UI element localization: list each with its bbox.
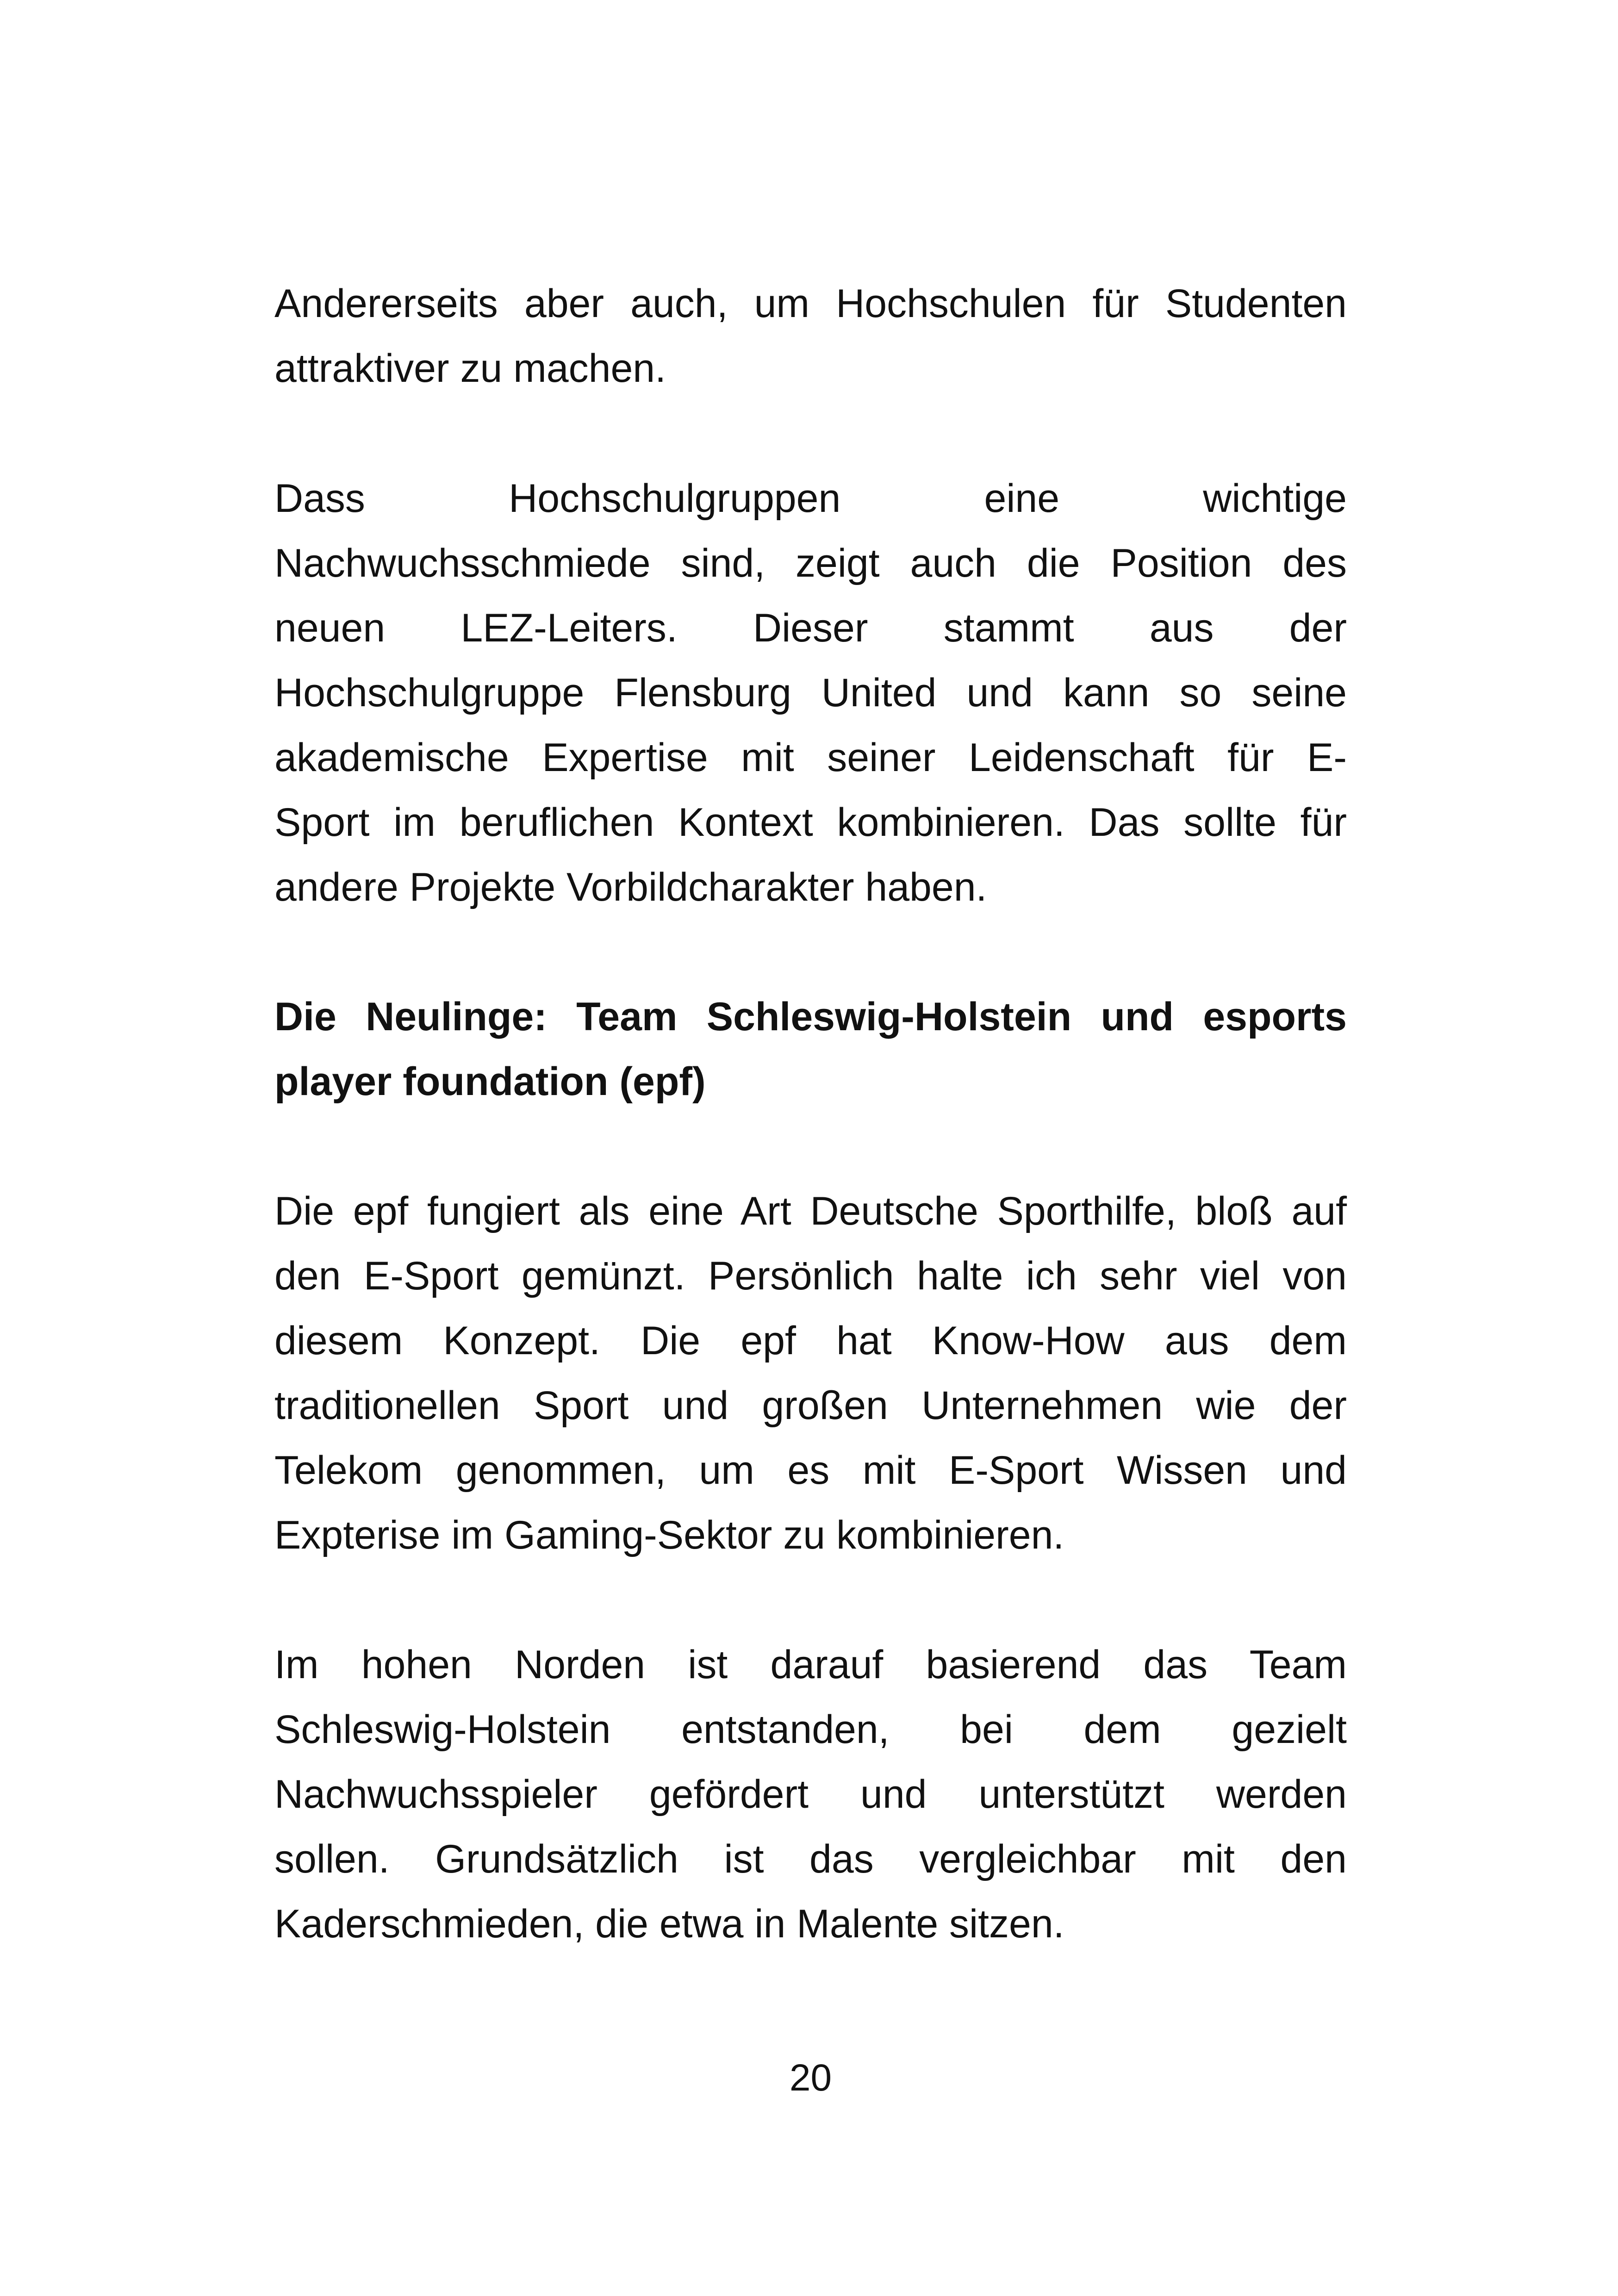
text-line: traditionellen Sport und großen Unternehmen wie der bbox=[274, 1383, 1347, 1428]
text-line: Telekom genommen, um es mit E-Sport Wissen und bbox=[274, 1448, 1347, 1493]
text-line: Nachwuchsspieler gefördert und unterstützt werden bbox=[274, 1772, 1347, 1817]
paragraph-1 bbox=[274, 271, 1347, 401]
text-line: Im hohen Norden ist darauf basierend das Team bbox=[274, 1643, 1347, 1687]
text-line: neuen LEZ-Leiters. Dieser stammt aus der bbox=[274, 606, 1347, 650]
section-heading bbox=[274, 984, 1347, 1114]
paragraph-4 bbox=[274, 1632, 1347, 1956]
text-line: attraktiver zu machen. bbox=[274, 346, 666, 391]
paragraph-2 bbox=[274, 466, 1347, 920]
text-line: akademische Expertise mit seiner Leidenschaft für E- bbox=[274, 735, 1347, 780]
text-line: Andererseits aber auch, um Hochschulen für Studenten bbox=[274, 281, 1347, 326]
heading-line: player foundation (epf) bbox=[274, 1059, 706, 1104]
text-line: Dass Hochschulgruppen eine wichtige bbox=[274, 476, 1347, 521]
text-line: Sport im beruflichen Kontext kombinieren. Das sollte für bbox=[274, 800, 1347, 845]
paragraph-3 bbox=[274, 1179, 1347, 1568]
heading-line: Die Neulinge: Team Schleswig-Holstein und esports bbox=[274, 995, 1347, 1039]
text-line: Hochschulgruppe Flensburg United und kann so seine bbox=[274, 671, 1347, 715]
text-line: Die epf fungiert als eine Art Deutsche Sporthilfe, bloß auf bbox=[274, 1189, 1347, 1233]
text-line: Expterise im Gaming-Sektor zu kombinieren. bbox=[274, 1513, 1064, 1557]
text-line: Nachwuchsschmiede sind, zeigt auch die Position des bbox=[274, 541, 1347, 585]
document-page bbox=[274, 0, 1347, 2296]
text-line: den E-Sport gemünzt. Persönlich halte ich sehr viel von bbox=[274, 1254, 1347, 1298]
text-line: Kaderschmieden, die etwa in Malente sitzen. bbox=[274, 1902, 1064, 1946]
text-line: sollen. Grundsätzlich ist das vergleichbar mit den bbox=[274, 1837, 1347, 1881]
page-number: 20 bbox=[789, 2057, 832, 2099]
text-line: andere Projekte Vorbildcharakter haben. bbox=[274, 865, 987, 909]
text-line: Schleswig-Holstein entstanden, bei dem gezielt bbox=[274, 1707, 1347, 1752]
text-line: diesem Konzept. Die epf hat Know-How aus dem bbox=[274, 1319, 1347, 1363]
